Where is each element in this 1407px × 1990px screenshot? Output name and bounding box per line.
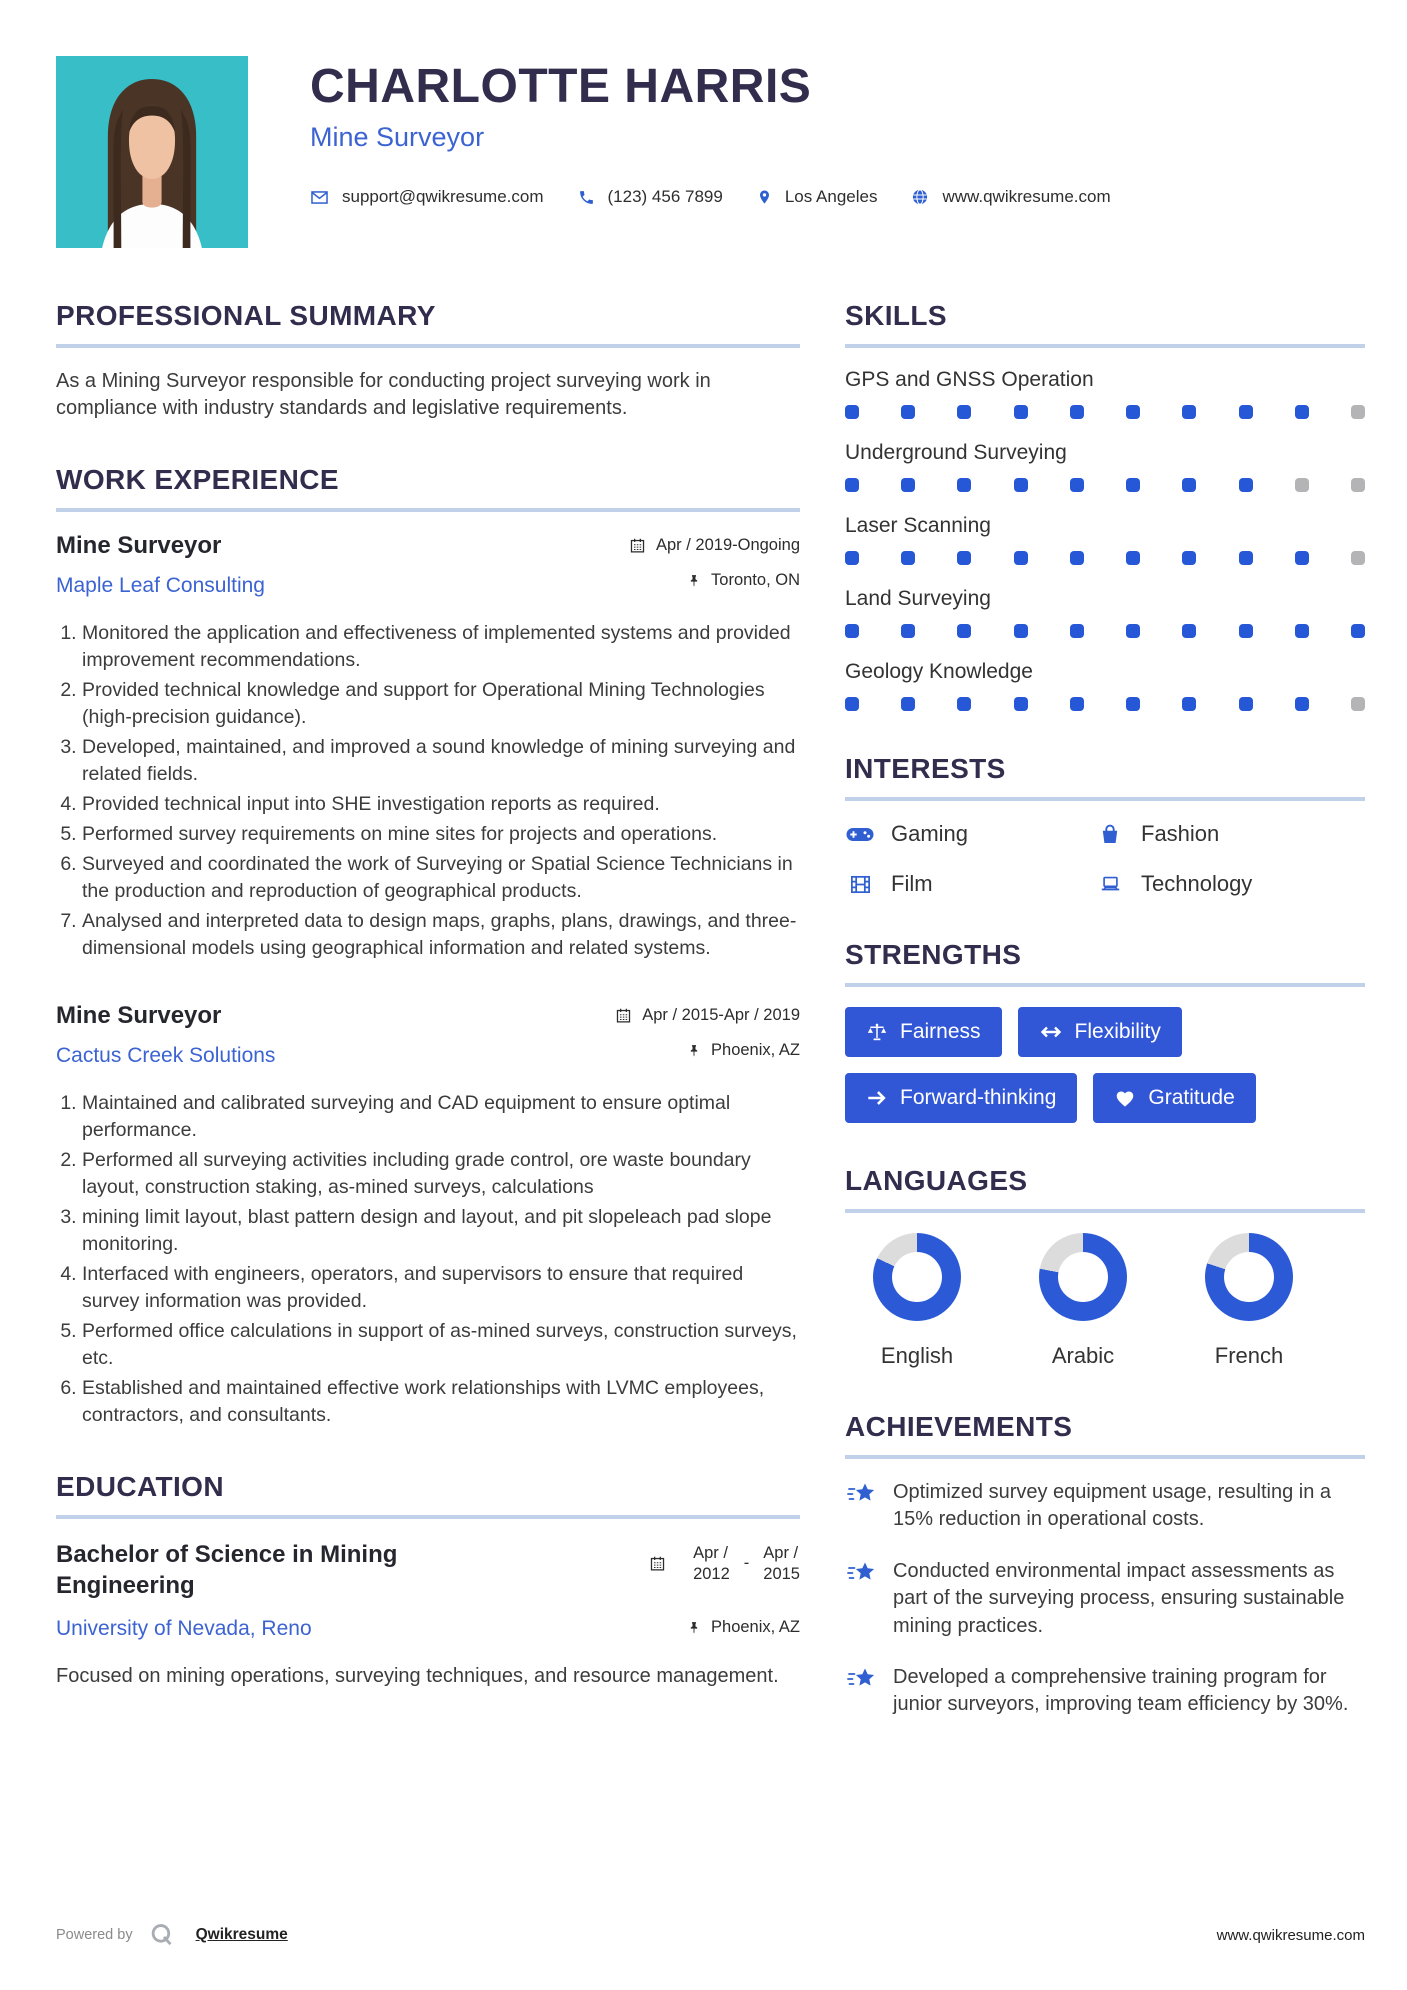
interests-grid — [845, 821, 1365, 897]
languages-list — [845, 1233, 1365, 1369]
interest-item — [845, 871, 1095, 897]
skill-dot-filled — [1239, 478, 1253, 492]
skill-level-dots — [845, 697, 1365, 711]
skill-dot-filled — [1014, 624, 1028, 638]
skill-dot-empty — [1351, 697, 1365, 711]
skill-dot-filled — [1014, 697, 1028, 711]
job-company-link[interactable]: Maple Leaf Consulting — [56, 574, 265, 597]
achievements-heading: ACHIEVEMENTS — [845, 1411, 1073, 1442]
skill-dot-filled — [957, 624, 971, 638]
skill-dot-filled — [957, 551, 971, 565]
education-location-text: Phoenix, AZ — [711, 1618, 800, 1637]
phone-text[interactable]: (123) 456 7899 — [607, 187, 723, 207]
skill-level-dots — [845, 478, 1365, 492]
job-bullet: 7. Analysed and interpreted data to design maps, graphs, plans, drawings, and three-dimensional models using geographical information and related systems. — [82, 908, 800, 962]
skill-dot-filled — [901, 405, 915, 419]
job-location-text: Phoenix, AZ — [711, 1041, 800, 1059]
skill-dot-filled — [901, 478, 915, 492]
language-item — [1189, 1233, 1309, 1369]
section-experience — [56, 464, 800, 1429]
job-location-text: Toronto, ON — [711, 571, 800, 589]
job-meta — [615, 1002, 800, 1076]
skill-dot-filled — [845, 697, 859, 711]
education-date-to: Apr / 2015 — [763, 1544, 800, 1583]
skill-dot-filled — [901, 624, 915, 638]
job-bullet: 6. Surveyed and coordinated the work of Surveying or Spatial Science Technicians in the production and reproduction of geographical products. — [82, 851, 800, 905]
skill-item — [845, 587, 1365, 638]
skills-heading: SKILLS — [845, 300, 947, 331]
powered-by-text: Powered by — [56, 1927, 133, 1943]
summary-heading: PROFESSIONAL SUMMARY — [56, 300, 436, 331]
job-header — [56, 532, 800, 606]
heart-icon — [1114, 1088, 1136, 1108]
skill-label: GPS and GNSS Operation — [845, 368, 1094, 391]
skill-item — [845, 441, 1365, 492]
section-interests — [845, 753, 1365, 897]
footer — [56, 1922, 1365, 1948]
skill-dot-filled — [1070, 697, 1084, 711]
contact-email — [310, 187, 544, 207]
strength-label: Gratitude — [1148, 1086, 1235, 1109]
job-bullet: 1. Monitored the application and effectiveness of implemented systems and provided improvement recommendations. — [82, 620, 800, 674]
pushpin-icon — [687, 1620, 701, 1636]
interest-label: Fashion — [1141, 821, 1220, 846]
job-title: Mine Surveyor — [56, 1002, 222, 1029]
summary-text: As a Mining Surveyor responsible for conducting project surveying work in compliance with industry standards and legislative requirements. — [56, 370, 711, 419]
skill-level-dots — [845, 551, 1365, 565]
job-bullet-list — [56, 620, 800, 962]
interest-item — [1095, 871, 1365, 897]
contact-phone — [578, 187, 723, 207]
skill-dot-filled — [1014, 478, 1028, 492]
education-location — [649, 1618, 800, 1637]
school-link[interactable]: University of Nevada, Reno — [56, 1617, 312, 1641]
skill-dot-filled — [1182, 405, 1196, 419]
skill-item — [845, 514, 1365, 565]
education-description: Focused on mining operations, surveying techniques, and resource management. — [56, 1665, 779, 1688]
email-icon — [310, 188, 329, 207]
job-title: Mine Surveyor — [56, 532, 222, 559]
profile-photo — [56, 56, 248, 248]
job-dates — [629, 536, 800, 555]
skill-label: Laser Scanning — [845, 514, 991, 537]
strength-badge — [1018, 1007, 1182, 1057]
job-bullet: 6. Established and maintained effective work relationships with LVMC employees, contractors, and consultants. — [82, 1375, 800, 1429]
strength-badge — [845, 1073, 1077, 1123]
right-column — [845, 300, 1365, 1761]
date-separator: - — [743, 1554, 750, 1573]
skill-dot-filled — [1014, 551, 1028, 565]
skill-dot-filled — [1126, 624, 1140, 638]
interest-label: Technology — [1141, 871, 1253, 896]
strength-label: Forward-thinking — [900, 1086, 1057, 1109]
job-entry — [56, 532, 800, 962]
skill-dot-filled — [1126, 697, 1140, 711]
shooting-star-icon — [845, 1666, 879, 1694]
job-dates-text: Apr / 2015-Apr / 2019 — [642, 1006, 800, 1024]
pushpin-icon — [687, 573, 701, 589]
strength-label: Fairness — [900, 1020, 981, 1043]
left-right-arrow-icon — [1039, 1024, 1063, 1040]
scales-icon — [866, 1021, 888, 1043]
avatar — [56, 56, 248, 248]
section-divider — [56, 508, 800, 512]
skill-dot-filled — [845, 551, 859, 565]
location-text: Los Angeles — [784, 187, 878, 207]
section-divider — [845, 983, 1365, 987]
education-header — [56, 1539, 800, 1653]
contact-row — [310, 187, 1145, 207]
language-item — [1023, 1233, 1143, 1369]
interest-label: Film — [891, 871, 933, 896]
job-bullet: 3. mining limit layout, blast pattern design and layout, and pit slopeleach pad slope monitoring. — [82, 1204, 800, 1258]
skill-dot-empty — [1351, 405, 1365, 419]
skill-dot-empty — [1295, 478, 1309, 492]
qwikresume-link[interactable]: Qwikresume — [195, 1926, 288, 1943]
interest-item — [845, 821, 1095, 847]
skill-dot-filled — [1182, 697, 1196, 711]
languages-heading: LANGUAGES — [845, 1165, 1028, 1196]
section-skills — [845, 300, 1365, 711]
job-header — [56, 1002, 800, 1076]
job-bullet: 5. Performed office calculations in support of as-mined surveys, construction surveys, etc. — [82, 1318, 800, 1372]
skill-level-dots — [845, 624, 1365, 638]
job-dates — [615, 1006, 800, 1025]
section-achievements — [845, 1411, 1365, 1719]
education-date-from: Apr / 2012 — [693, 1544, 730, 1583]
language-item — [857, 1233, 977, 1369]
pushpin-icon — [687, 1043, 701, 1059]
shooting-star-icon — [845, 1481, 879, 1509]
section-divider — [845, 1209, 1365, 1213]
job-bullet: 2. Performed all surveying activities including grade control, ore waste boundary layout, construction staking, as-mined surveys, calculations — [82, 1147, 800, 1201]
skill-dot-filled — [1239, 405, 1253, 419]
gamepad-icon — [845, 825, 875, 844]
strengths-heading: STRENGTHS — [845, 939, 1022, 970]
language-donut-chart — [873, 1233, 961, 1321]
interests-heading: INTERESTS — [845, 753, 1006, 784]
handbag-icon — [1095, 822, 1125, 846]
shooting-star-icon — [845, 1560, 879, 1588]
job-dates-text: Apr / 2019-Ongoing — [655, 536, 800, 554]
interest-label: Gaming — [891, 821, 969, 846]
contact-website — [911, 187, 1110, 207]
section-education — [56, 1471, 800, 1690]
left-column — [56, 300, 800, 1761]
content-columns — [56, 300, 1365, 1761]
skill-dot-filled — [1070, 551, 1084, 565]
section-divider — [56, 344, 800, 348]
education-meta — [649, 1539, 800, 1653]
globe-icon — [911, 188, 929, 206]
section-summary — [56, 300, 800, 422]
skill-dot-empty — [1351, 478, 1365, 492]
skill-dot-filled — [1239, 551, 1253, 565]
calendar-icon — [649, 1555, 666, 1572]
job-company-link[interactable]: Cactus Creek Solutions — [56, 1044, 276, 1067]
arrow-right-icon — [866, 1089, 888, 1107]
section-divider — [845, 344, 1365, 348]
skill-dot-filled — [1126, 478, 1140, 492]
email-text[interactable]: support@qwikresume.com — [342, 187, 544, 207]
skill-dot-filled — [957, 697, 971, 711]
skill-item — [845, 368, 1365, 419]
language-label: French — [1214, 1343, 1284, 1368]
skill-dot-filled — [1239, 624, 1253, 638]
section-languages — [845, 1165, 1365, 1369]
strength-badge — [845, 1007, 1002, 1057]
job-bullet: 4. Provided technical input into SHE investigation reports as required. — [82, 791, 800, 818]
qwikresume-logo — [149, 1922, 175, 1948]
website-text[interactable]: www.qwikresume.com — [942, 187, 1111, 207]
education-dates — [649, 1543, 800, 1584]
job-location — [615, 1041, 800, 1060]
header-info — [310, 56, 1145, 207]
section-divider — [56, 1515, 800, 1519]
header — [56, 56, 1365, 248]
job-bullet-list — [56, 1090, 800, 1429]
skill-dot-filled — [1239, 697, 1253, 711]
language-donut-chart — [1205, 1233, 1293, 1321]
skill-level-dots — [845, 405, 1365, 419]
section-divider — [845, 797, 1365, 801]
phone-icon — [578, 189, 595, 206]
skill-dot-filled — [1295, 551, 1309, 565]
achievement-item — [845, 1664, 1365, 1719]
skill-dot-filled — [1126, 551, 1140, 565]
job-bullet: 3. Developed, maintained, and improved a sound knowledge of mining surveying and related fields. — [82, 734, 800, 788]
language-label: Arabic — [1051, 1343, 1115, 1368]
skill-dot-filled — [1295, 697, 1309, 711]
strength-label: Flexibility — [1074, 1020, 1161, 1043]
section-divider — [845, 1455, 1365, 1459]
skill-dot-filled — [1070, 624, 1084, 638]
section-strengths — [845, 939, 1365, 1123]
location-pin-icon — [757, 188, 772, 206]
footer-website: www.qwikresume.com — [1216, 1926, 1365, 1944]
interest-item — [1095, 821, 1365, 847]
skill-dot-filled — [1182, 478, 1196, 492]
job-entry — [56, 1002, 800, 1429]
person-name: CHARLOTTE HARRIS — [310, 60, 812, 113]
job-meta — [629, 532, 800, 606]
achievement-item — [845, 1479, 1365, 1534]
job-bullet: 5. Performed survey requirements on mine sites for projects and operations. — [82, 821, 800, 848]
job-bullet: 4. Interfaced with engineers, operators, and supervisors to ensure that required survey information was provided. — [82, 1261, 800, 1315]
skill-dot-filled — [1182, 551, 1196, 565]
skill-dot-filled — [845, 405, 859, 419]
achievement-item — [845, 1558, 1365, 1640]
skill-dot-filled — [1295, 405, 1309, 419]
film-icon — [845, 873, 875, 896]
skill-label: Underground Surveying — [845, 441, 1067, 464]
achievement-text: Optimized survey equipment usage, resulting in a 15% reduction in operational costs. — [893, 1481, 1332, 1531]
calendar-icon — [615, 1007, 632, 1024]
job-location — [629, 571, 800, 590]
skill-label: Geology Knowledge — [845, 660, 1033, 683]
skill-dot-filled — [1295, 624, 1309, 638]
achievement-text: Conducted environmental impact assessments as part of the surveying process, ensuring sustainable mining practices. — [893, 1559, 1345, 1637]
experience-heading: WORK EXPERIENCE — [56, 464, 339, 495]
person-title: Mine Surveyor — [310, 122, 485, 153]
skill-dot-filled — [957, 478, 971, 492]
powered-by — [56, 1922, 288, 1948]
skill-label: Land Surveying — [845, 587, 991, 610]
skill-dot-filled — [957, 405, 971, 419]
skill-dot-filled — [1351, 624, 1365, 638]
laptop-icon — [1095, 873, 1125, 895]
skill-dot-filled — [845, 478, 859, 492]
skill-dot-filled — [845, 624, 859, 638]
calendar-icon — [629, 537, 646, 554]
skill-item — [845, 660, 1365, 711]
skill-dot-filled — [1070, 478, 1084, 492]
skill-dot-filled — [901, 551, 915, 565]
language-label: English — [880, 1343, 954, 1368]
education-heading: EDUCATION — [56, 1471, 224, 1502]
skill-dot-filled — [1126, 405, 1140, 419]
contact-location — [757, 187, 878, 207]
strengths-badges — [845, 1007, 1365, 1123]
job-bullet: 2. Provided technical knowledge and support for Operational Mining Technologies (high-precision guidance). — [82, 677, 800, 731]
job-bullet: 1. Maintained and calibrated surveying and CAD equipment to ensure optimal performance. — [82, 1090, 800, 1144]
strength-badge — [1093, 1073, 1255, 1123]
achievement-text: Developed a comprehensive training program for junior surveyors, improving team efficiency by 30%. — [893, 1665, 1349, 1716]
degree-title: Bachelor of Science in Mining Engineering — [56, 1541, 398, 1600]
skill-dot-filled — [1070, 405, 1084, 419]
skill-dot-filled — [1182, 624, 1196, 638]
skill-dot-empty — [1351, 551, 1365, 565]
language-donut-chart — [1039, 1233, 1127, 1321]
skill-dot-filled — [901, 697, 915, 711]
skill-dot-filled — [1014, 405, 1028, 419]
